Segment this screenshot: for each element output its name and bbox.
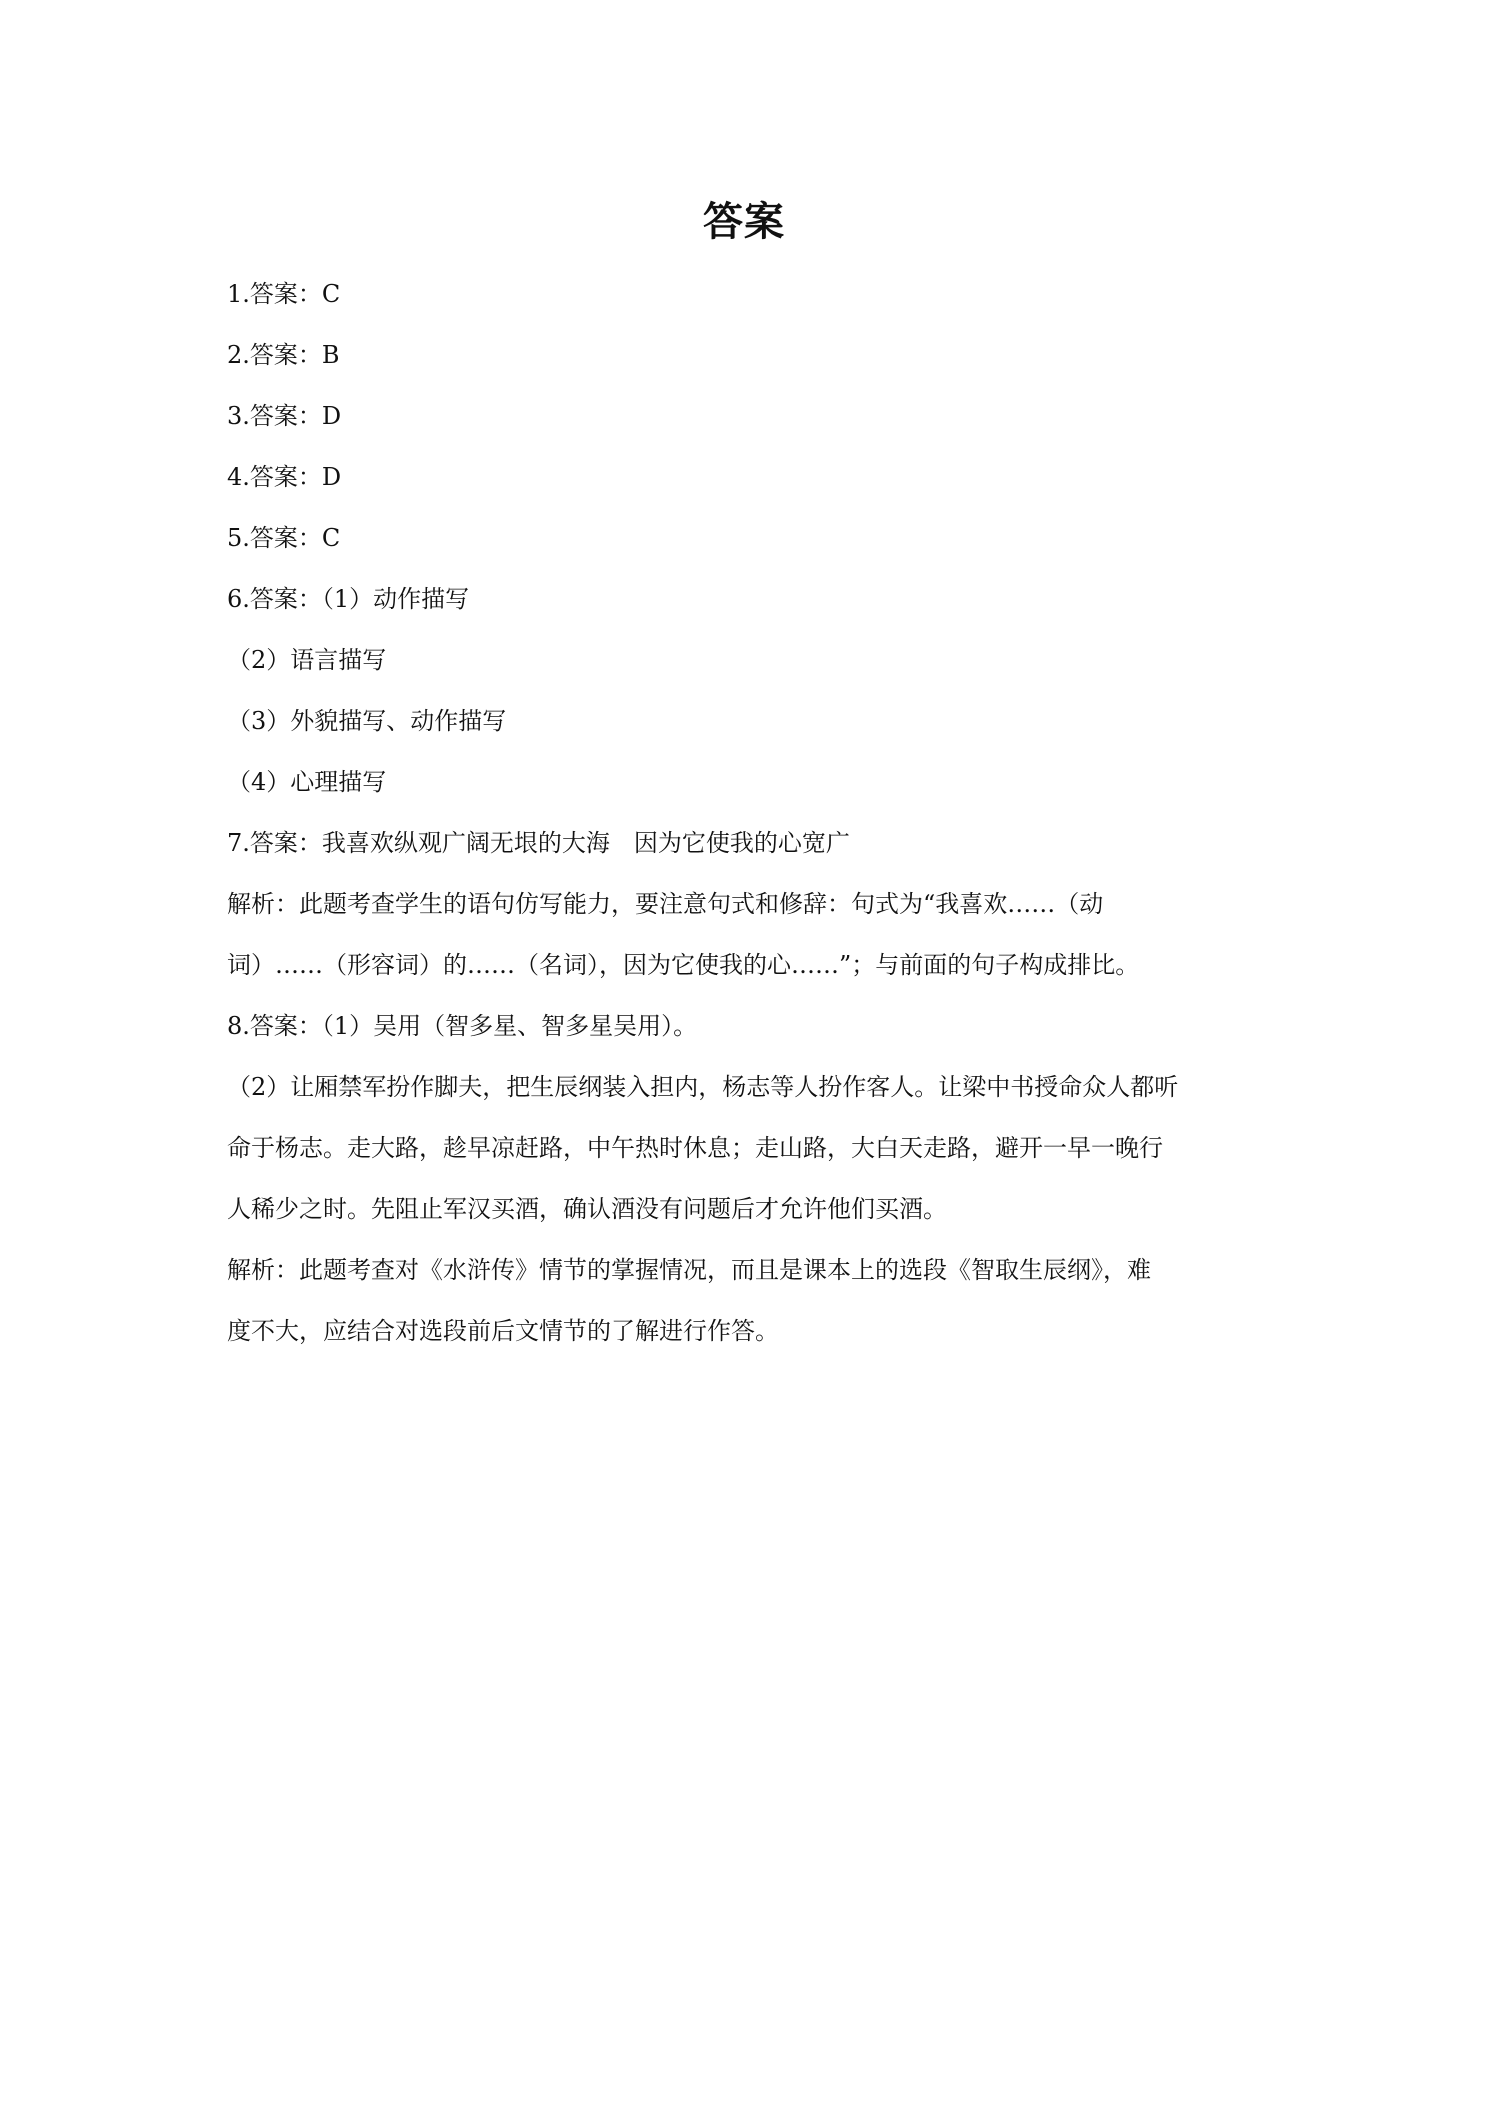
answer-4: 4.答案：D [227,463,342,491]
analysis-8-line-1: 解析：此题考查对《水浒传》情节的掌握情况，而且是课本上的选段《智取生辰纲》，难 [227,1256,1151,1284]
answer-8-part-2-line-1: （2）让厢禁军扮作脚夫，把生辰纲装入担内，杨志等人扮作客人。让梁中书授命众人都听 [227,1073,1179,1101]
answer-6-part-4: （4）心理描写 [227,768,387,796]
answer-8-part-2-line-2: 命于杨志。走大路，趁早凉赶路，中午热时休息；走山路，大白天走路，避开一早一晚行 [227,1134,1163,1162]
page-title: 答案 [703,199,785,245]
answer-5: 5.答案：C [227,524,341,552]
analysis-7-line-1: 解析：此题考查学生的语句仿写能力，要注意句式和修辞：句式为“我喜欢……（动 [227,890,1104,918]
analysis-8-line-2: 度不大，应结合对选段前后文情节的了解进行作答。 [227,1317,779,1345]
answer-6-part-2: （2）语言描写 [227,646,387,674]
answer-2: 2.答案：B [227,341,340,369]
answer-1: 1.答案：C [227,280,341,308]
answer-7: 7.答案：我喜欢纵观广阔无垠的大海 因为它使我的心宽广 [227,829,850,857]
answer-8-part-2-line-3: 人稀少之时。先阻止军汉买酒，确认酒没有问题后才允许他们买酒。 [227,1195,947,1223]
answer-6-part-3: （3）外貌描写、动作描写 [227,707,507,735]
answer-6: 6.答案：（1）动作描写 [227,585,470,613]
answer-8: 8.答案：（1）吴用（智多星、智多星吴用）。 [227,1012,698,1040]
answer-3: 3.答案：D [227,402,342,430]
analysis-7-line-2: 词）……（形容词）的……（名词），因为它使我的心……”；与前面的句子构成排比。 [227,951,1140,979]
